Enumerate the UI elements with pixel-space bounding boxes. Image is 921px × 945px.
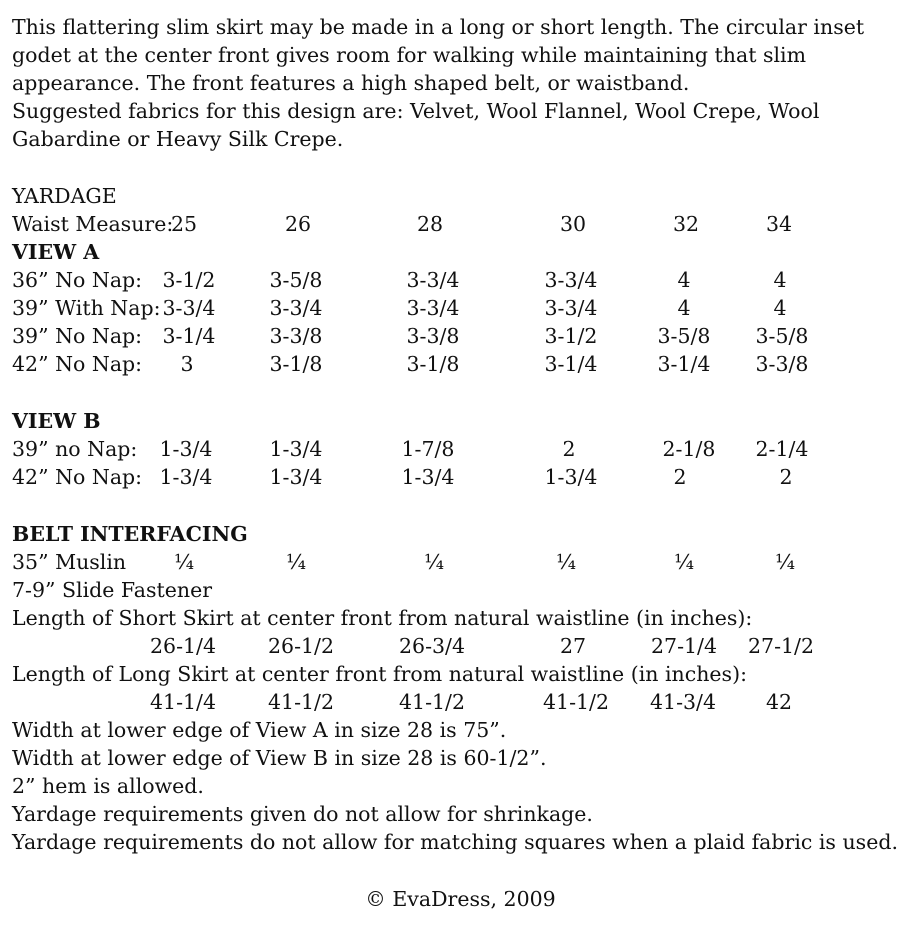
muslin-cell: ¼	[556, 550, 576, 574]
length-cell: 27	[559, 634, 587, 658]
yardage-cell: 3-3/8	[406, 324, 460, 348]
length-cell: 26-1/2	[267, 634, 334, 658]
muslin-cell: ¼	[775, 550, 795, 574]
yardage-cell: 3-3/4	[544, 296, 598, 320]
yardage-cell: 1-7/8	[401, 437, 455, 461]
row-label: 39” No Nap:	[12, 324, 143, 348]
belt-interfacing-heading: BELT INTERFACING	[12, 522, 248, 546]
yardage-cell: 1-3/4	[159, 465, 213, 489]
row-label: 36” No Nap:	[12, 268, 143, 292]
yardage-cell: 3-3/4	[544, 268, 598, 292]
waist-size: 34	[765, 212, 793, 236]
yardage-cell: 4	[773, 296, 787, 320]
waist-size: 32	[672, 212, 700, 236]
row-label: 39” With Nap:	[12, 296, 161, 320]
yardage-cell: 3-3/8	[269, 324, 323, 348]
yardage-cell: 1-3/4	[159, 437, 213, 461]
waist-size: 28	[416, 212, 444, 236]
intro-paragraph-1: This flattering slim skirt may be made in a long or short length. The circular inset godet at the center front gives room for walking while maintaining that slim appearance. The front features a high shaped belt, or waistband.	[12, 15, 865, 95]
yardage-cell: 4	[677, 268, 691, 292]
muslin-cell: ¼	[424, 550, 444, 574]
intro-text	[12, 13, 912, 153]
yardage-cell: 4	[677, 296, 691, 320]
length-cell: 42	[765, 690, 793, 714]
slide-fastener: 7-9” Slide Fastener	[12, 578, 213, 602]
yardage-cell: 3-3/4	[406, 268, 460, 292]
intro-paragraph-2: Suggested fabrics for this design are: Velvet, Wool Flannel, Wool Crepe, Wool Gabardine or Heavy Silk Crepe.	[12, 99, 820, 151]
yardage-cell: 4	[773, 268, 787, 292]
note-line: Yardage requirements do not allow for matching squares when a plaid fabric is used.	[12, 830, 898, 854]
yardage-cell: 1-3/4	[269, 437, 323, 461]
length-cell: 41-1/2	[267, 690, 334, 714]
muslin-cell: ¼	[674, 550, 694, 574]
note-line: Width at lower edge of View B in size 28 is 60-1/2”.	[12, 746, 547, 770]
yardage-cell: 2-1/4	[755, 437, 809, 461]
muslin-cell: ¼	[286, 550, 306, 574]
waist-size: 25	[170, 212, 198, 236]
length-cell: 26-3/4	[398, 634, 465, 658]
yardage-heading: YARDAGE	[12, 184, 117, 208]
yardage-cell: 3-1/2	[162, 268, 216, 292]
yardage-cell: 2	[673, 465, 687, 489]
copyright: © EvaDress, 2009	[365, 887, 556, 911]
note-line: Yardage requirements given do not allow for shrinkage.	[12, 802, 593, 826]
yardage-cell: 3-5/8	[755, 324, 809, 348]
yardage-cell: 3-3/4	[406, 296, 460, 320]
length-cell: 41-1/4	[149, 690, 216, 714]
yardage-cell: 3-1/4	[544, 352, 598, 376]
yardage-cell: 3-5/8	[269, 268, 323, 292]
muslin-label: 35” Muslin	[12, 550, 127, 574]
waist-measure-label: Waist Measure:	[12, 212, 174, 236]
short-skirt-label: Length of Short Skirt at center front from natural waistline (in inches):	[12, 606, 753, 630]
yardage-cell: 1-3/4	[544, 465, 598, 489]
length-cell: 41-1/2	[398, 690, 465, 714]
length-cell: 27-1/4	[650, 634, 717, 658]
note-line: 2” hem is allowed.	[12, 774, 204, 798]
row-label: 42” No Nap:	[12, 352, 143, 376]
muslin-cell: ¼	[174, 550, 194, 574]
yardage-cell: 3	[180, 352, 194, 376]
yardage-cell: 1-3/4	[401, 465, 455, 489]
length-cell: 41-1/2	[542, 690, 609, 714]
yardage-cell: 3-1/8	[406, 352, 460, 376]
yardage-cell: 3-5/8	[657, 324, 711, 348]
row-label: 39” no Nap:	[12, 437, 138, 461]
yardage-cell: 2	[562, 437, 576, 461]
yardage-cell: 3-1/4	[657, 352, 711, 376]
yardage-cell: 1-3/4	[269, 465, 323, 489]
yardage-cell: 3-3/8	[755, 352, 809, 376]
view-a-heading: VIEW A	[12, 240, 100, 264]
yardage-cell: 3-3/4	[269, 296, 323, 320]
waist-size: 30	[559, 212, 587, 236]
waist-size: 26	[284, 212, 312, 236]
yardage-cell: 2-1/8	[662, 437, 716, 461]
row-label: 42” No Nap:	[12, 465, 143, 489]
note-line: Width at lower edge of View A in size 28 is 75”.	[12, 718, 507, 742]
view-b-heading: VIEW B	[12, 409, 101, 433]
yardage-cell: 3-3/4	[162, 296, 216, 320]
yardage-cell: 2	[779, 465, 793, 489]
long-skirt-label: Length of Long Skirt at center front from natural waistline (in inches):	[12, 662, 747, 686]
length-cell: 41-3/4	[649, 690, 716, 714]
yardage-cell: 3-1/4	[162, 324, 216, 348]
yardage-cell: 3-1/8	[269, 352, 323, 376]
length-cell: 26-1/4	[149, 634, 216, 658]
length-cell: 27-1/2	[747, 634, 814, 658]
yardage-cell: 3-1/2	[544, 324, 598, 348]
